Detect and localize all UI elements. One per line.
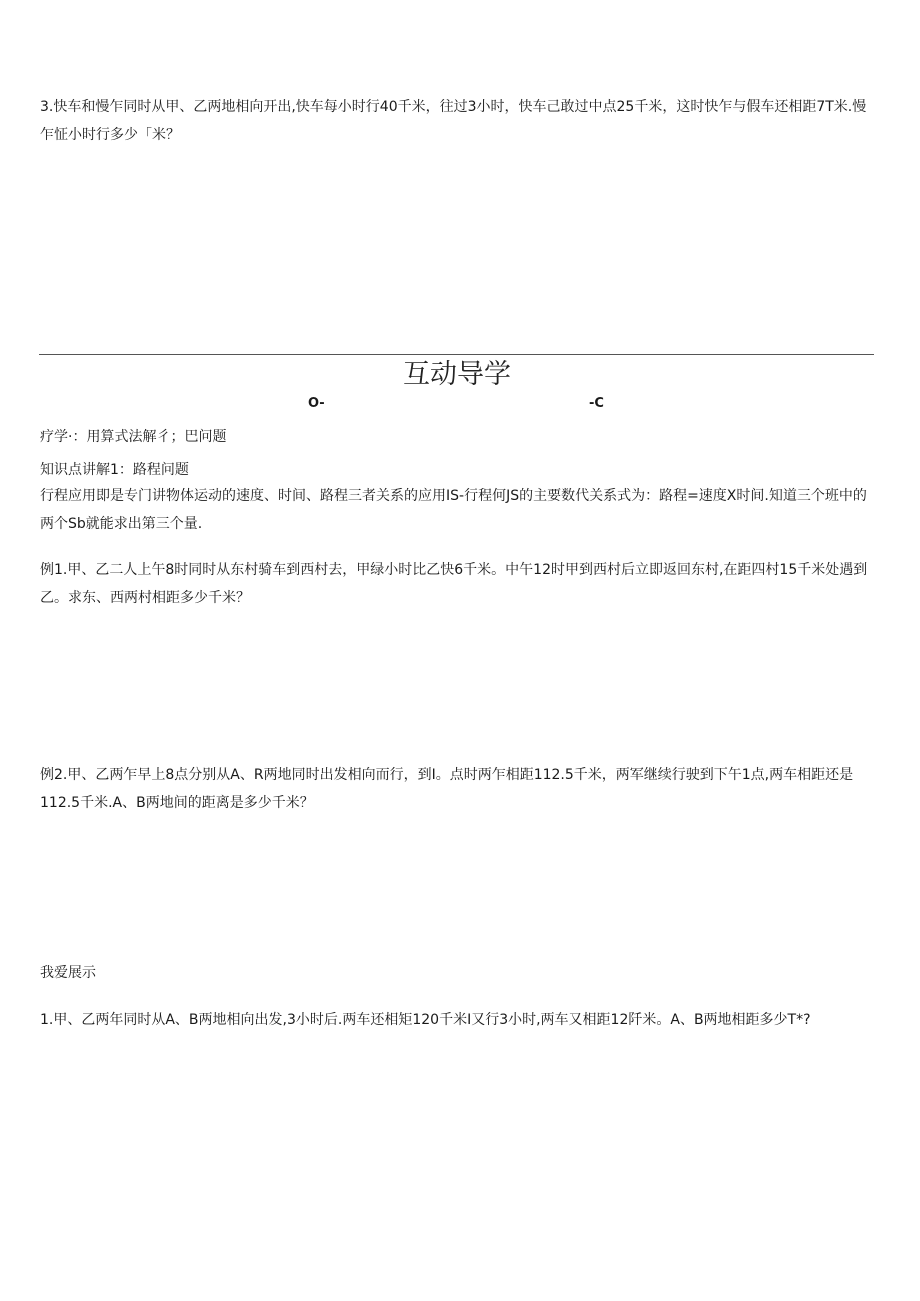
section-divider	[39, 354, 874, 355]
marker-right: -C	[589, 396, 604, 411]
section-title: 互动导学	[403, 359, 511, 390]
example-2-text: 例2.甲、乙两乍早上8点分别从A、R两地同时出发相向而行，到I。点时两乍相距112.5千米，两军继续行驶到下午1点,两车相距还是112.5千米.A、B两地间的距离是多少千米？	[40, 767, 854, 811]
problem-3-text: 3.快车和慢乍同时从甲、乙两地相向开出,快车每小时行40千米，往过3小时，快车己敢过中点25千米，这时快乍与假车还相距7T米.慢乍怔小时行多少「米？	[40, 99, 867, 143]
showcase-problem-1: 1.甲、乙两年同时从A、B两地相向出发,3小时后.两车还相矩120千米I又行3小时,两车又相距12阡米。A、B两地相距多少T*?	[40, 1012, 811, 1028]
guide-text: 疗学·：用算式法解彳；巴问题	[40, 429, 227, 445]
example-1-text: 例1.甲、乙二人上午8时同时从东村骑车到西村去，甲绿小时比乙快6千米。中午12时甲到西村后立即返回东村,在距四村15千米处遇到乙。求东、西两村相距多少千米？	[40, 562, 868, 606]
knowledge-body: 行程应用即是专门讲物体运动的速度、时间、路程三者关系的应用IS-行程何JS的主要数代关系式为：路程=速度X时间.知道三个班中的两个Sb就能求出第三个量.	[40, 488, 867, 532]
showcase-heading: 我爱展示	[40, 965, 96, 981]
knowledge-heading: 知识点讲解1：路程问题	[40, 462, 189, 478]
marker-left: O-	[308, 396, 325, 411]
